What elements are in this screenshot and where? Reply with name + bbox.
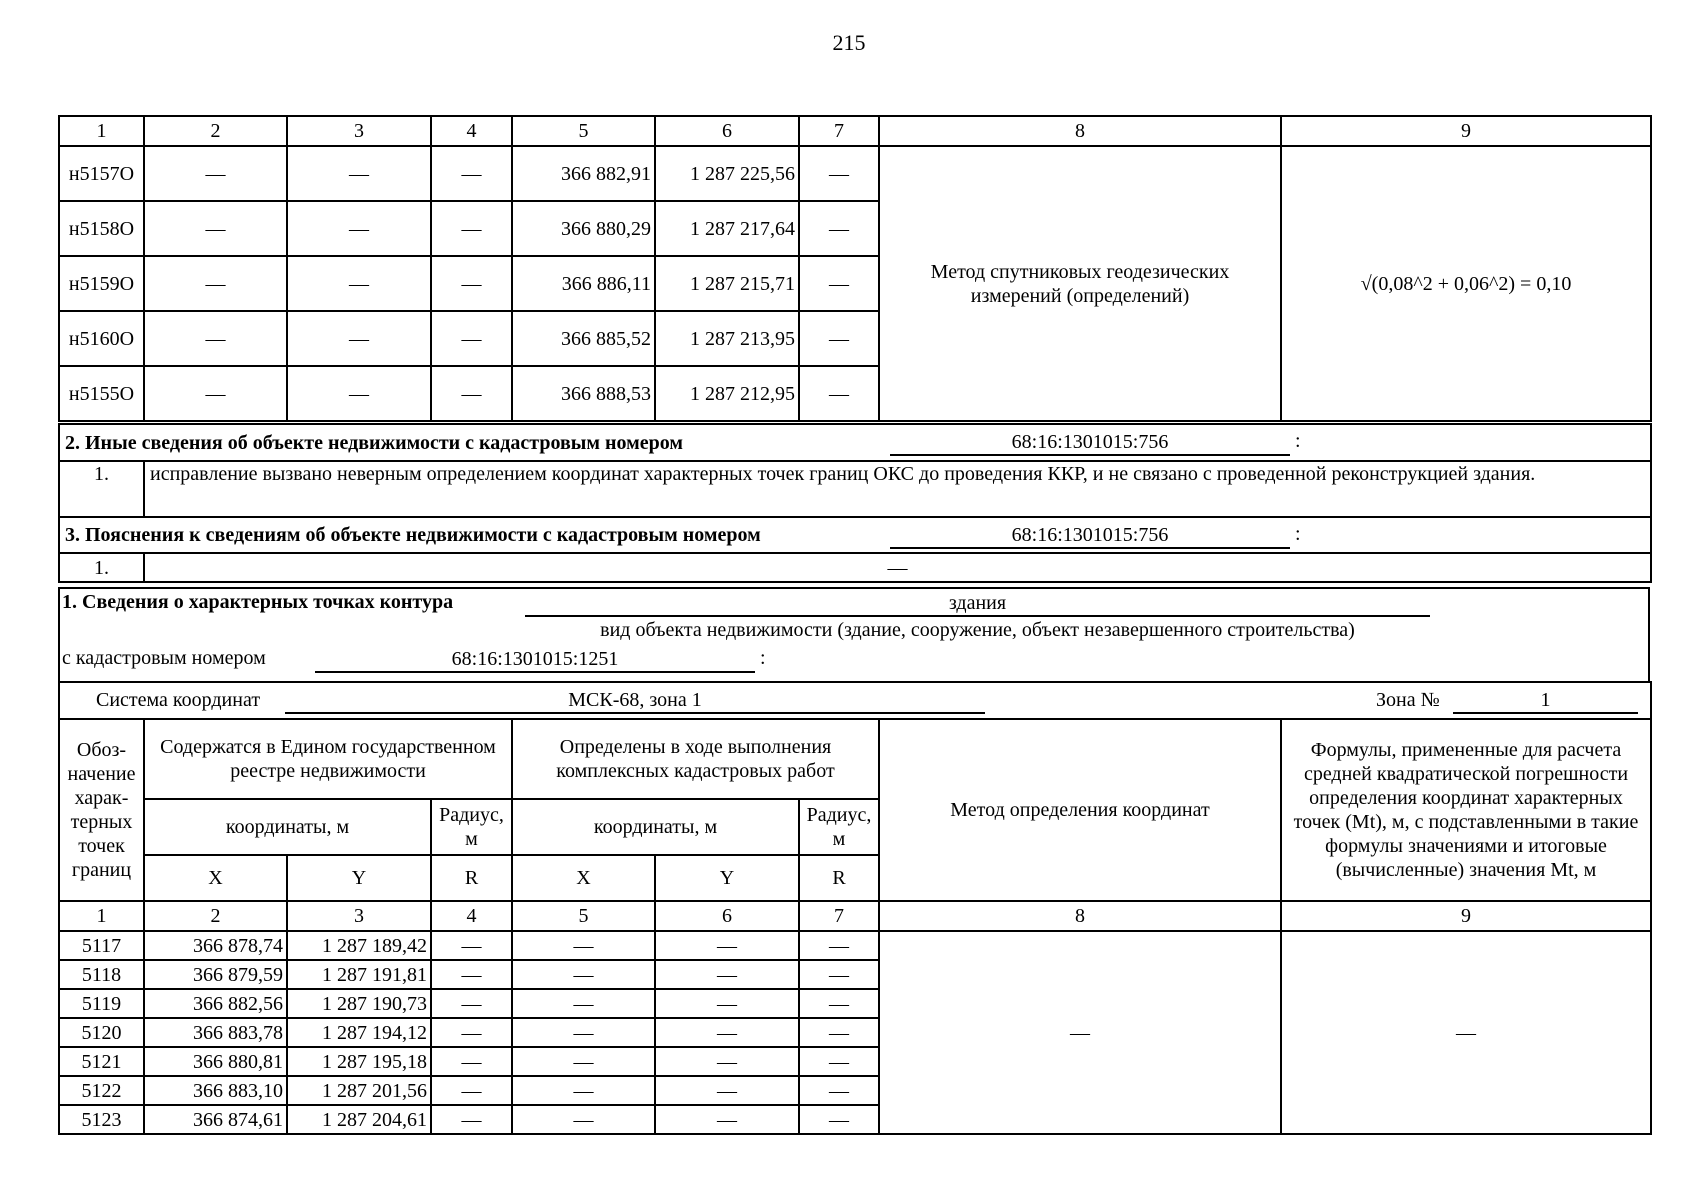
egrn-x-header: X: [144, 855, 287, 901]
coord-system-label: Система координат: [96, 689, 261, 711]
col-number: 1: [59, 901, 144, 931]
section1-header: [58, 587, 1650, 683]
egrn-y: —: [287, 311, 431, 366]
page-number: 215: [832, 30, 866, 55]
section3-title: 3. Пояснения к сведениям об объекте недвижимости с кадастровым номером: [65, 524, 761, 546]
egrn-coords-header: координаты, м: [144, 799, 431, 855]
egrn-radius-header: Радиус, м: [431, 799, 512, 855]
column-number-row: [59, 116, 1651, 146]
kkr-y: —: [655, 960, 799, 989]
sections-2-3: [58, 423, 1652, 583]
section1-cadnum: 68:16:1301015:1251: [315, 647, 755, 673]
egrn-r: —: [431, 931, 512, 960]
method-header: Метод определения координат: [879, 719, 1281, 901]
kkr-x: —: [512, 1076, 655, 1105]
egrn-y: —: [287, 201, 431, 256]
section2-item-num: 1.: [59, 461, 144, 517]
kkr-y: —: [655, 1076, 799, 1105]
col-number: 4: [431, 116, 512, 146]
kkr-y: 1 287 215,71: [655, 256, 799, 311]
egrn-r: —: [431, 146, 512, 201]
egrn-y: 1 287 195,18: [287, 1047, 431, 1076]
egrn-y: —: [287, 366, 431, 421]
egrn-r: —: [431, 366, 512, 421]
section2-header: [59, 424, 1651, 461]
kkr-r-header: R: [799, 855, 879, 901]
egrn-header: Содержатся в Едином государственном реестре недвижимости: [144, 719, 512, 799]
formula-header: Формулы, примененные для расчета средней квадратической погрешности определения координат характерных точек (Mt), м, с подставленными в такие формулы значениями и итоговые (вычисленные) значения Mt, м: [1281, 719, 1651, 901]
egrn-r: —: [431, 960, 512, 989]
section3-colon: :: [1295, 523, 1301, 545]
kkr-x-header: X: [512, 855, 655, 901]
egrn-x: —: [144, 256, 287, 311]
egrn-r: —: [431, 989, 512, 1018]
col-number: 7: [799, 901, 879, 931]
object-type: здания: [525, 591, 1430, 617]
kkr-y: 1 287 225,56: [655, 146, 799, 201]
kkr-r: —: [799, 931, 879, 960]
kkr-y: —: [655, 931, 799, 960]
egrn-y: —: [287, 256, 431, 311]
formula-cell: √(0,08^2 + 0,06^2) = 0,10: [1281, 146, 1651, 421]
section3-item-num: 1.: [59, 553, 144, 582]
egrn-x: 366 878,74: [144, 931, 287, 960]
kkr-x: 366 882,91: [512, 146, 655, 201]
kkr-x: —: [512, 989, 655, 1018]
coord-system-value: МСК-68, зона 1: [285, 688, 985, 714]
formula-cell: —: [1281, 931, 1651, 1134]
kkr-r: —: [799, 201, 879, 256]
kkr-r: —: [799, 1105, 879, 1134]
col-number: 2: [144, 116, 287, 146]
egrn-x: 366 880,81: [144, 1047, 287, 1076]
coord-system-row: [59, 682, 1651, 719]
zone-label: Зона №: [1376, 689, 1440, 711]
kkr-y: —: [655, 1018, 799, 1047]
kkr-y: —: [655, 1047, 799, 1076]
egrn-x: —: [144, 201, 287, 256]
col-number: 3: [287, 116, 431, 146]
col-number: 2: [144, 901, 287, 931]
kkr-radius-header: Радиус, м: [799, 799, 879, 855]
kkr-r: —: [799, 311, 879, 366]
egrn-r-header: R: [431, 855, 512, 901]
method-cell: Метод спутниковых геодезических измерений (определений): [879, 146, 1281, 421]
egrn-r: —: [431, 1018, 512, 1047]
col-number: 5: [512, 901, 655, 931]
kkr-x: —: [512, 1105, 655, 1134]
col-number: 1: [59, 116, 144, 146]
col-number: 7: [799, 116, 879, 146]
zone-value: 1: [1453, 688, 1638, 714]
col-number: 4: [431, 901, 512, 931]
egrn-x: 366 882,56: [144, 989, 287, 1018]
section3-cadnum: 68:16:1301015:756: [890, 523, 1290, 549]
point-id: н5158О: [59, 201, 144, 256]
kkr-header: Определены в ходе выполнения комплексных кадастровых работ: [512, 719, 879, 799]
col-number: 5: [512, 116, 655, 146]
kkr-x: 366 880,29: [512, 201, 655, 256]
kkr-r: —: [799, 1047, 879, 1076]
object-type-caption: вид объекта недвижимости (здание, сооружение, объект незавершенного строительства): [600, 619, 1355, 641]
point-id: 5123: [59, 1105, 144, 1134]
kkr-y: —: [655, 1105, 799, 1134]
point-id: н5159О: [59, 256, 144, 311]
kkr-x: —: [512, 1047, 655, 1076]
section2-cadnum: 68:16:1301015:756: [890, 430, 1290, 456]
section2-item-text: исправление вызвано неверным определением координат характерных точек границ ОКС до проведения ККР, и не связано с проведенной реконструкцией здания.: [144, 461, 1651, 517]
egrn-y: 1 287 191,81: [287, 960, 431, 989]
table-row: [59, 146, 1651, 201]
kkr-y: 1 287 212,95: [655, 366, 799, 421]
kkr-x: 366 886,11: [512, 256, 655, 311]
egrn-y-header: Y: [287, 855, 431, 901]
section2-header-cell: [59, 424, 1651, 461]
kkr-y: 1 287 217,64: [655, 201, 799, 256]
kkr-y: 1 287 213,95: [655, 311, 799, 366]
egrn-y: —: [287, 146, 431, 201]
coordinates-table: [58, 681, 1652, 1135]
kkr-r: —: [799, 1076, 879, 1105]
point-id: н5157О: [59, 146, 144, 201]
egrn-r: —: [431, 256, 512, 311]
egrn-y: 1 287 204,61: [287, 1105, 431, 1134]
egrn-x: —: [144, 366, 287, 421]
kkr-x: 366 888,53: [512, 366, 655, 421]
col-number: 9: [1281, 116, 1651, 146]
egrn-r: —: [431, 311, 512, 366]
kkr-r: —: [799, 960, 879, 989]
section3-item: [59, 553, 1651, 582]
egrn-x: 366 883,78: [144, 1018, 287, 1047]
kkr-x: —: [512, 931, 655, 960]
section3-header-cell: [59, 517, 1651, 553]
kkr-x: 366 885,52: [512, 311, 655, 366]
section2-title: 2. Иные сведения об объекте недвижимости с кадастровым номером: [65, 431, 684, 454]
section3-header: [59, 517, 1651, 553]
section3-item-text: —: [144, 553, 1651, 582]
header-row-1: [59, 719, 1651, 799]
point-id: 5122: [59, 1076, 144, 1105]
kkr-x: —: [512, 960, 655, 989]
point-id: н5155О: [59, 366, 144, 421]
col1-header: Обоз-начение харак-терных точек границ: [59, 719, 144, 901]
table-row: [59, 931, 1651, 960]
egrn-r: —: [431, 1047, 512, 1076]
coordinates-table-continued: [58, 115, 1652, 422]
cadnum-label: с кадастровым номером: [62, 647, 266, 669]
point-id: 5121: [59, 1047, 144, 1076]
col-number: 3: [287, 901, 431, 931]
section2-item: [59, 461, 1651, 517]
egrn-x: —: [144, 146, 287, 201]
kkr-y: —: [655, 989, 799, 1018]
col-number: 6: [655, 901, 799, 931]
egrn-r: —: [431, 1105, 512, 1134]
method-cell: —: [879, 931, 1281, 1134]
column-number-row: [59, 901, 1651, 931]
egrn-x: 366 883,10: [144, 1076, 287, 1105]
kkr-r: —: [799, 1018, 879, 1047]
egrn-y: 1 287 201,56: [287, 1076, 431, 1105]
point-id: 5118: [59, 960, 144, 989]
kkr-r: —: [799, 989, 879, 1018]
col-number: 6: [655, 116, 799, 146]
col-number: 9: [1281, 901, 1651, 931]
point-id: 5119: [59, 989, 144, 1018]
point-id: 5117: [59, 931, 144, 960]
egrn-r: —: [431, 1076, 512, 1105]
egrn-y: 1 287 189,42: [287, 931, 431, 960]
egrn-y: 1 287 194,12: [287, 1018, 431, 1047]
point-id: н5160О: [59, 311, 144, 366]
coord-system-cell: [59, 682, 1651, 719]
egrn-r: —: [431, 201, 512, 256]
egrn-x: —: [144, 311, 287, 366]
egrn-x: 366 874,61: [144, 1105, 287, 1134]
section2-colon: :: [1295, 430, 1301, 452]
kkr-r: —: [799, 146, 879, 201]
kkr-x: —: [512, 1018, 655, 1047]
kkr-r: —: [799, 256, 879, 311]
col-number: 8: [879, 901, 1281, 931]
kkr-y-header: Y: [655, 855, 799, 901]
section1-title: 1. Сведения о характерных точках контура: [62, 591, 454, 613]
kkr-r: —: [799, 366, 879, 421]
egrn-y: 1 287 190,73: [287, 989, 431, 1018]
section1-colon: :: [760, 647, 766, 669]
point-id: 5120: [59, 1018, 144, 1047]
egrn-x: 366 879,59: [144, 960, 287, 989]
col-number: 8: [879, 116, 1281, 146]
kkr-coords-header: координаты, м: [512, 799, 799, 855]
